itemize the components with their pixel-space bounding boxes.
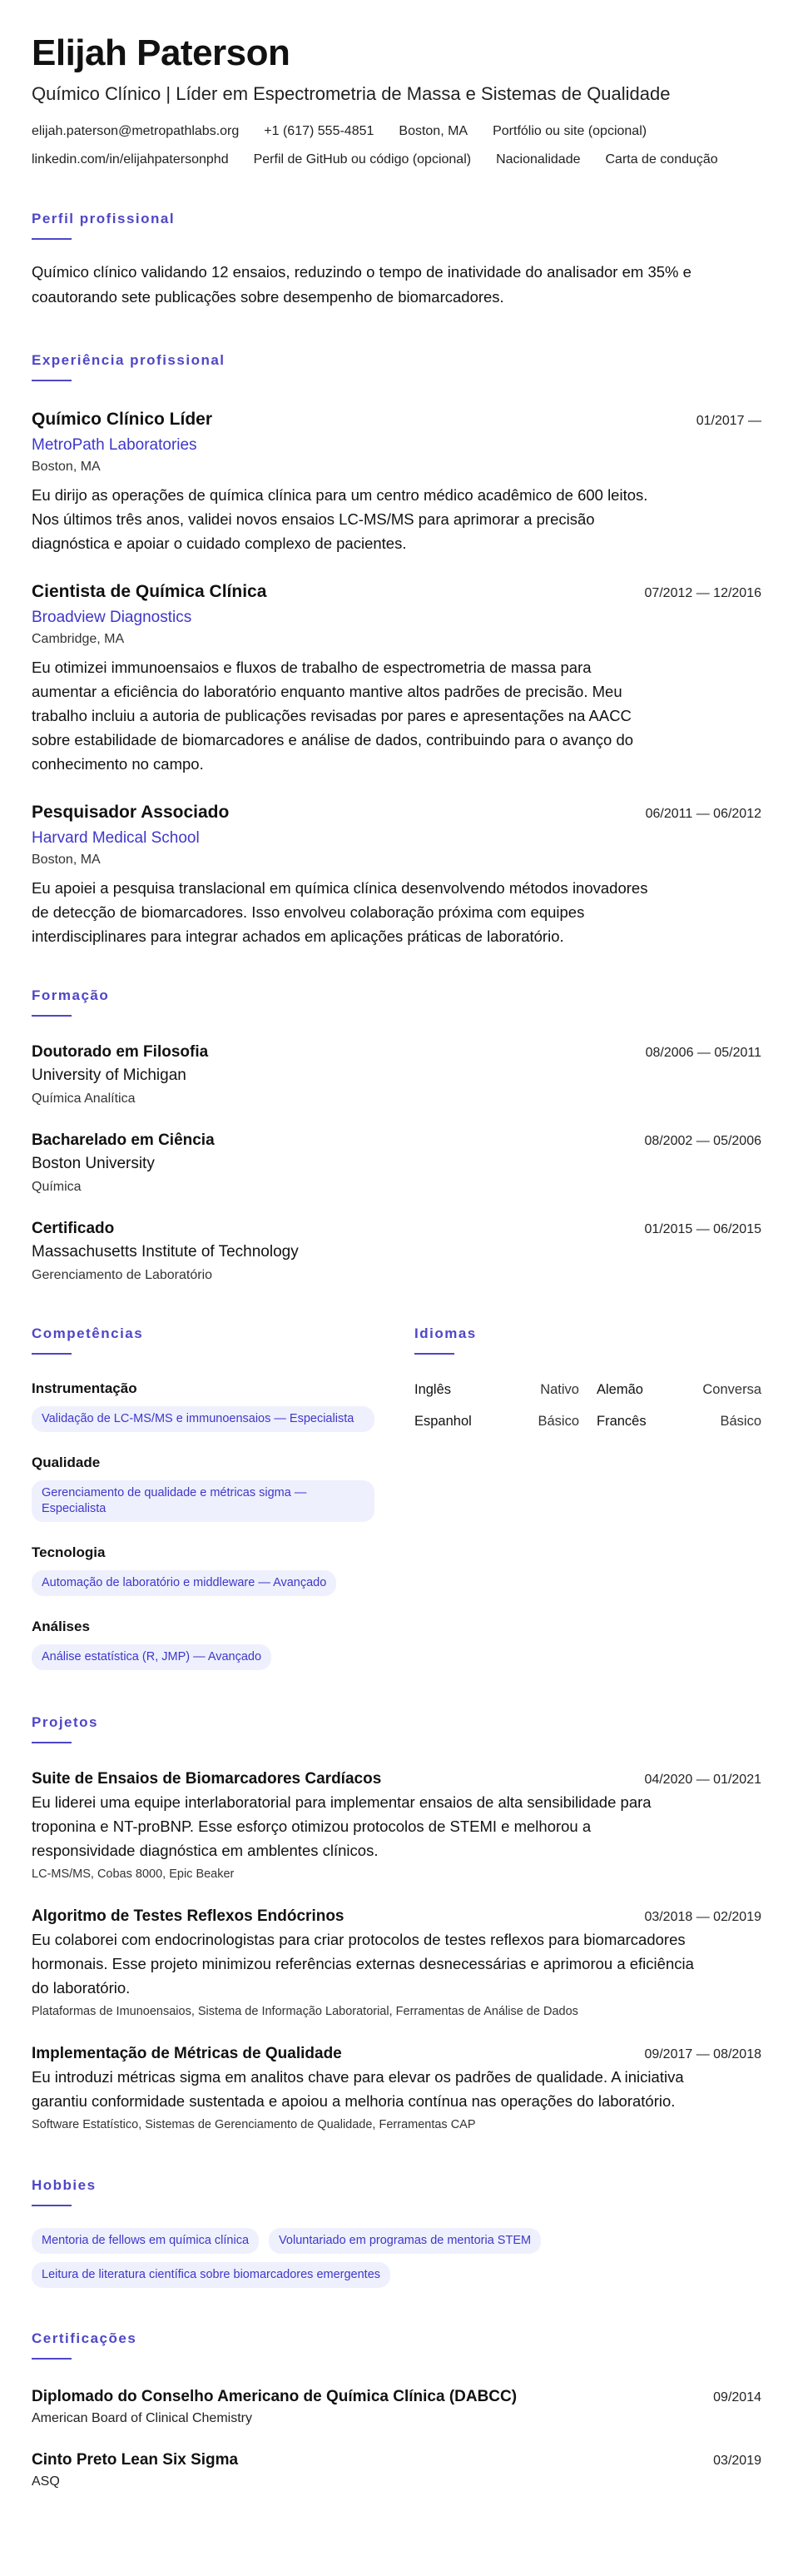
study-field: Gerenciamento de Laboratório bbox=[32, 1268, 213, 1282]
skill-category: Qualidade bbox=[32, 1455, 101, 1470]
project-tech: Software Estatístico, Sistemas de Gerenciamento de Qualidade, Ferramentas CAP bbox=[32, 2118, 476, 2131]
company-name: Broadview Diagnostics bbox=[32, 609, 192, 626]
job-title: Químico Clínico Líder bbox=[32, 410, 213, 429]
candidate-name: Elijah Paterson bbox=[32, 32, 290, 73]
section-heading: Experiência profissional bbox=[32, 352, 226, 368]
project-title: Algoritmo de Testes Reflexos Endócrinos bbox=[32, 1907, 344, 1925]
language-name: Espanhol bbox=[414, 1414, 472, 1429]
section-heading: Perfil profissional bbox=[32, 211, 176, 226]
hobby-chip: Leitura de literatura científica sobre biomarcadores emergentes bbox=[32, 2262, 390, 2288]
job-dates: 07/2012 — 12/2016 bbox=[644, 586, 761, 600]
candidate-title: Químico Clínico | Líder em Espectrometria de Massa e Sistemas de Qualidade bbox=[32, 83, 671, 104]
project-dates: 09/2017 — 08/2018 bbox=[644, 2047, 761, 2061]
section-heading: Certificações bbox=[32, 2330, 137, 2346]
skill-category: Análises bbox=[32, 1619, 90, 1634]
language-level: Básico bbox=[538, 1414, 579, 1429]
project-tech: Plataformas de Imunoensaios, Sistema de Informação Laboratorial, Ferramentas de Análise de Dados bbox=[32, 2005, 578, 2018]
job-description: Eu dirijo as operações de química clínica para um centro médico acadêmico de 600 leitos. Nos últimos três anos, validei novos ensaios LC-MS/MS para aprimorar a precisão diagnóstica e apoiar o cuidado complexo de pacientes. bbox=[32, 486, 648, 552]
certification-entry bbox=[32, 2386, 761, 2428]
contact-email[interactable]: elijah.paterson@metropathlabs.org bbox=[32, 124, 240, 138]
job-location: Boston, MA bbox=[32, 853, 101, 867]
contact-location: Boston, MA bbox=[399, 124, 468, 138]
certification-title: Diplomado do Conselho Americano de Química Clínica (DABCC) bbox=[32, 2388, 518, 2405]
profile-summary: Químico clínico validando 12 ensaios, reduzindo o tempo de inatividade do analisador em 35% e coautorando sete publicações sobre desempenho de biomarcadores. bbox=[32, 263, 691, 306]
language-level: Básico bbox=[720, 1414, 761, 1429]
project-description: Eu liderei uma equipe interlaboratorial para implementar ensaios de alta sensibilidade para troponina e NT-proBNP. Esse esforço otimizou protocolos de STEMI e melhorou a responsividade diagnóstica em amblentes clínicos. bbox=[32, 1793, 652, 1859]
experience-section bbox=[32, 351, 761, 948]
education-entry bbox=[32, 1218, 761, 1285]
hobby-list bbox=[32, 2228, 764, 2288]
job-dates: 06/2011 — 06/2012 bbox=[645, 807, 761, 821]
project-description: Eu colaborei com endocrinologistas para criar protocolos de testes reflexos para biomarcadores hormonais. Esse projeto minimizou referências externas desnecessárias e aprimorou a eficiência do laboratório. bbox=[32, 1931, 694, 1997]
language-row bbox=[414, 1411, 761, 1431]
hobby-chip: Voluntariado em programas de mentoria STEM bbox=[269, 2228, 541, 2254]
language-level: Conversa bbox=[702, 1382, 761, 1397]
hobby-chip: Mentoria de fellows em química clínica bbox=[32, 2228, 259, 2254]
skills-section bbox=[32, 1325, 381, 1670]
project-title: Implementação de Métricas de Qualidade bbox=[32, 2045, 342, 2062]
skill-category: Tecnologia bbox=[32, 1544, 106, 1560]
section-heading: Idiomas bbox=[414, 1325, 477, 1341]
experience-entry bbox=[32, 580, 761, 776]
study-field: Química bbox=[32, 1180, 82, 1194]
certification-title: Cinto Preto Lean Six Sigma bbox=[32, 2451, 239, 2469]
school-name: University of Michigan bbox=[32, 1067, 186, 1084]
school-name: Boston University bbox=[32, 1155, 155, 1172]
skill-category: Instrumentação bbox=[32, 1380, 137, 1396]
skill-chip: Análise estatística (R, JMP) — Avançado bbox=[32, 1644, 271, 1670]
contact-github[interactable]: Perfil de GitHub ou código (opcional) bbox=[253, 152, 472, 167]
skill-chip: Validação de LC-MS/MS e immunoensaios — Especialista bbox=[32, 1406, 374, 1432]
certification-issuer: American Board of Clinical Chemistry bbox=[32, 2411, 252, 2425]
education-dates: 08/2006 — 05/2011 bbox=[645, 1046, 761, 1060]
study-field: Química Analítica bbox=[32, 1092, 136, 1106]
job-description: Eu otimizei immunoensaios e fluxos de trabalho de espectrometria de massa para aumentar a eficiência do laboratório enquanto mantive altos padrões de precisão. Meu trabalho incluiu a autoria de publicações revisadas por pares e apresentações na AACC sobre estabilidade de biomarcadores e análise de dados, contribuindo para o avanço do conhecimento no campo. bbox=[32, 659, 634, 773]
project-entry bbox=[32, 1768, 761, 1882]
project-dates: 03/2018 — 02/2019 bbox=[644, 1910, 761, 1924]
project-entry bbox=[32, 2043, 761, 2133]
job-title: Cientista de Química Clínica bbox=[32, 582, 267, 601]
skill-chip: Gerenciamento de qualidade e métricas sigma — Especialista bbox=[32, 1480, 374, 1522]
certification-issuer: ASQ bbox=[32, 2474, 60, 2489]
project-description: Eu introduzi métricas sigma em analitos chave para elevar os padrões de qualidade. A iniciativa garantiu conformidade sustentada e apoiou a melhoria contínua nas operações do laboratório. bbox=[32, 2068, 684, 2110]
job-location: Cambridge, MA bbox=[32, 632, 125, 646]
experience-entry bbox=[32, 801, 761, 948]
job-title: Pesquisador Associado bbox=[32, 803, 230, 822]
education-entry bbox=[32, 1042, 761, 1108]
profile-section bbox=[32, 210, 761, 310]
section-divider bbox=[32, 1742, 72, 1743]
section-divider bbox=[32, 1353, 72, 1355]
company-name: MetroPath Laboratories bbox=[32, 436, 197, 454]
skill-chip: Automação de laboratório e middleware — Avançado bbox=[32, 1570, 336, 1596]
project-dates: 04/2020 — 01/2021 bbox=[644, 1773, 761, 1787]
language-name: Alemão bbox=[597, 1382, 643, 1397]
language-row bbox=[414, 1380, 761, 1400]
company-name: Harvard Medical School bbox=[32, 829, 200, 847]
hobbies-section bbox=[32, 2176, 761, 2288]
languages-section bbox=[414, 1325, 761, 1670]
section-divider bbox=[414, 1353, 454, 1355]
project-tech: LC-MS/MS, Cobas 8000, Epic Beaker bbox=[32, 1867, 235, 1881]
language-item bbox=[597, 1380, 761, 1400]
certification-date: 09/2014 bbox=[713, 2390, 761, 2404]
certification-date: 03/2019 bbox=[713, 2454, 761, 2468]
language-item bbox=[414, 1411, 579, 1431]
projects-section bbox=[32, 1713, 761, 2133]
job-dates: 01/2017 — bbox=[696, 414, 761, 428]
section-heading: Projetos bbox=[32, 1714, 99, 1730]
degree-title: Bacharelado em Ciência bbox=[32, 1131, 215, 1149]
job-description: Eu apoiei a pesquisa translacional em química clínica desenvolvendo métodos inovadores de detecção de biomarcadores. Isso envolveu colaboração próxima com equipes interdisciplinares para integrar achados em aplicações práticas de laboratório. bbox=[32, 879, 648, 945]
section-heading: Competências bbox=[32, 1325, 144, 1341]
contact-driving-license: Carta de condução bbox=[605, 152, 718, 167]
section-heading: Hobbies bbox=[32, 2177, 97, 2193]
job-location: Boston, MA bbox=[32, 460, 101, 474]
contact-linkedin[interactable]: linkedin.com/in/elijahpatersonphd bbox=[32, 152, 229, 167]
section-divider bbox=[32, 238, 72, 240]
experience-entry bbox=[32, 408, 761, 555]
certification-entry bbox=[32, 2449, 761, 2491]
education-dates: 01/2015 — 06/2015 bbox=[644, 1222, 761, 1236]
school-name: Massachusetts Institute of Technology bbox=[32, 1243, 299, 1261]
education-entry bbox=[32, 1130, 761, 1196]
language-level: Nativo bbox=[540, 1382, 579, 1397]
language-item bbox=[597, 1411, 761, 1431]
language-name: Francês bbox=[597, 1414, 647, 1429]
project-entry bbox=[32, 1906, 761, 2020]
skills-languages-row bbox=[32, 1325, 761, 1670]
degree-title: Doutorado em Filosofia bbox=[32, 1043, 209, 1061]
project-title: Suite de Ensaios de Biomarcadores Cardíacos bbox=[32, 1770, 382, 1788]
resume-header bbox=[32, 32, 761, 168]
section-divider bbox=[32, 2205, 72, 2206]
section-divider bbox=[32, 380, 72, 381]
language-name: Inglês bbox=[414, 1382, 452, 1397]
language-item bbox=[414, 1380, 579, 1400]
contact-phone[interactable]: +1 (617) 555-4851 bbox=[264, 124, 374, 138]
education-section bbox=[32, 987, 761, 1285]
contact-portfolio[interactable]: Portfólio ou site (opcional) bbox=[493, 124, 647, 138]
section-divider bbox=[32, 1015, 72, 1017]
section-divider bbox=[32, 2358, 72, 2360]
contact-nationality: Nacionalidade bbox=[496, 152, 581, 167]
certifications-section bbox=[32, 2330, 761, 2491]
degree-title: Certificado bbox=[32, 1220, 115, 1237]
section-heading: Formação bbox=[32, 987, 110, 1003]
education-dates: 08/2002 — 05/2006 bbox=[644, 1134, 761, 1148]
contact-info bbox=[32, 123, 747, 168]
